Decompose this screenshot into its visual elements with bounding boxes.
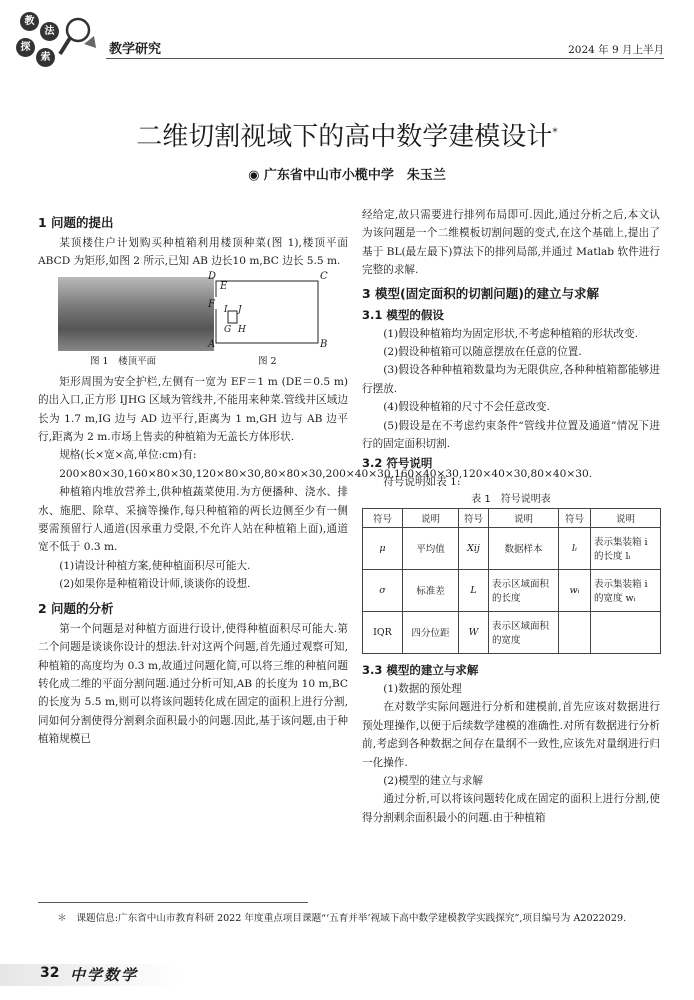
footnote: ＊ 课题信息:广东省中山市教育科研 2022 年度重点项目课题“‘五育并举’视域下高中数学建模教学实践探究”,项目编号为 A2022029. [57, 913, 627, 924]
table-cell [559, 611, 591, 653]
table-cell [591, 611, 661, 653]
table-cell: 表示区域面积的宽度 [489, 611, 559, 653]
section-3-2-heading: 3.2 符号说明 [362, 456, 433, 471]
fig2-label-A: A [208, 338, 216, 350]
table-cell: 四分位距 [403, 611, 459, 653]
paragraph: 在对数学实际问题进行分析和建模前,首先应该对数据进行预处理操作,以便于后续数学建模的准确性.对所有数据进行分析前,考虑到各种数据之间存在量纲不一致性,应该先对量纲进行归一化操作. [362, 701, 660, 769]
subheading: (1)数据的预处理 [383, 682, 462, 695]
table-cell: 表示区域面积的长度 [489, 569, 559, 611]
table-cell: μ [363, 527, 403, 569]
logo-char: 教 [20, 12, 39, 31]
page-number: 32 [40, 965, 60, 981]
column-title: 教学研究 [109, 42, 162, 57]
table-cell: wᵢ [559, 569, 591, 611]
fig2-label-E: E [220, 280, 228, 292]
table-header-cell: 符号 [559, 508, 591, 527]
paragraph: 种植箱内堆放营养土,供种植蔬菜使用.为方便播种、浇水、排水、施肥、除草、采摘等操作,每只种植箱的两长边侧至少有一侧要需预留行人通道(因承重力受限,不允许人站在种植箱上面),通道宽不低于 0.3 m. [38, 486, 348, 554]
paragraph: 符号说明如表 1: [383, 476, 461, 489]
table-cell: Xij [459, 527, 489, 569]
fig2-label-J: J [238, 304, 242, 315]
table-cell: 数据样本 [489, 527, 559, 569]
table-cell: W [459, 611, 489, 653]
section-3-1-heading: 3.1 模型的假设 [362, 307, 444, 322]
paragraph: 200×80×30,160×80×30,120×80×30,80×80×30,200×40×30,160×40×30,120×40×30,80×40×30. [59, 467, 593, 480]
table-cell: IQR [363, 611, 403, 653]
table-row [363, 527, 661, 569]
figure-row [38, 270, 348, 371]
logo-char: 法 [40, 22, 59, 41]
fig2-label-C: C [320, 270, 328, 282]
table-row [363, 569, 661, 611]
figure-2-caption: 图 2 [258, 355, 277, 367]
table-caption: 表 1 符号说明表 [471, 493, 551, 505]
table-cell: lᵢ [559, 527, 591, 569]
paragraph: 某顶楼住户计划购买种植箱利用楼顶种菜(图 1),楼顶平面 ABCD 为矩形,如图 2 所示,已知 AB 边长10 m,BC 边长 5.5 m. [38, 237, 348, 268]
paragraph: 矩形周围为安全护栏,左侧有一宽为 EF＝1 m (DE＝0.5 m)的出入口,正方形 IJHG 区域为管线井,不能用来种菜.管线井区域边长为 1.7 m,IG 边与 AD 边平行,距离为 1 m,GH 边与 AB 边平行,距离为 2 m.市场上售卖的种植箱为无盖长方体形状. [38, 375, 348, 444]
assumption: (5)假设是在不考虑约束条件“管线井位置及通道”情况下进行的固定面积切割. [362, 419, 660, 451]
table-header-row [363, 508, 661, 527]
author-line: ◉ 广东省中山市小榄中学 朱玉兰 [248, 168, 446, 183]
assumption: (2)假设种植箱可以随意摆放在任意的位置. [383, 346, 582, 359]
paragraph: 第一个问题是对种植方面进行设计,使得种植面积尽可能大.第二个问题是谈谈你设计的想法.针对这两个问题,首先通过观察可知,种植箱的高度均为 0.3 m,故通过问题化简,可以将三维的种植问题转化成二维的平面分割问题.通过分析可知,AB 的长度为 10 m,BC 的长度为 5.5 m,则可以将该问题转化成在固定的面积上进行分割,同如何分割使得分割剩余面积最小的问题.因此,基于该问题,由于种植箱规模已 [38, 622, 348, 746]
table-cell: σ [363, 569, 403, 611]
footnote-rule [38, 902, 308, 903]
question-1: (1)请设计种植方案,使种植面积尽可能大. [59, 559, 251, 572]
section-3-3-heading: 3.3 模型的建立与求解 [362, 662, 479, 677]
assumption: (1)假设种植箱均为固定形状,不考虑种植箱的形状改变. [383, 327, 638, 340]
fig2-label-I: I [224, 304, 228, 315]
assumption: (3)假设各种种植箱数量均为无限供应,各种种植箱都能够进行摆放. [362, 364, 660, 395]
paragraph: 通过分析,可以将该问题转化成在固定的面积上进行分割,使得分割剩余面积最小的问题.由于种植箱 [362, 793, 660, 824]
table-cell: 平均值 [403, 527, 459, 569]
table-cell: L [459, 569, 489, 611]
table-cell: 标准差 [403, 569, 459, 611]
logo-char: 索 [36, 48, 55, 67]
logo-char: 探 [16, 38, 35, 57]
fig2-label-B: B [320, 338, 328, 350]
table-row [363, 611, 661, 653]
header-logo [10, 8, 110, 68]
title-footnote-mark: * [552, 125, 558, 139]
section-1-heading: 1 问题的提出 [38, 215, 114, 230]
article-title [0, 116, 694, 153]
table-header-cell: 说明 [591, 508, 661, 527]
fig2-label-D: D [208, 270, 217, 282]
rooftop-photo [58, 277, 214, 351]
section-2-heading: 2 问题的分析 [38, 600, 114, 616]
table-header-cell: 说明 [489, 508, 559, 527]
figure-1-caption: 图 1 楼顶平面 [90, 355, 157, 367]
table-cell: 表示集装箱 i 的宽度 wᵢ [591, 569, 661, 611]
fig2-label-H: H [238, 324, 246, 335]
table-header-cell: 符号 [459, 508, 489, 527]
issue-date: 2024 年 9 月上半月 [568, 44, 664, 56]
paragraph: 经给定,故只需要进行排列布局即可.因此,通过分析之后,本文认为该问题是一个二维模板切割问题的变式,在这个基础上,提出了基于 BL(最左最下)算法下的排列局部,并通过 Matlab 软件进行完整的求解. [362, 209, 660, 277]
header-rule [106, 58, 664, 59]
subheading: (2)模型的建立与求解 [383, 774, 483, 787]
assumption: (4)假设种植箱的尺寸不会任意改变. [383, 401, 550, 414]
right-column [362, 206, 660, 827]
section-3-heading: 3 模型(固定面积的切割问题)的建立与求解 [362, 285, 599, 301]
journal-name: 中学数学 [70, 966, 139, 984]
fig2-label-G: G [224, 324, 232, 335]
symbol-table [362, 508, 661, 654]
table-header-cell: 符号 [363, 508, 403, 527]
fig2-label-F: F [208, 298, 215, 310]
article-title-text: 二维切割视域下的高中数学建模设计 [136, 122, 553, 152]
magnifier-icon [58, 14, 98, 58]
table-cell: 表示集装箱 i 的长度 lᵢ [591, 527, 661, 569]
paragraph: 规格(长×宽×高,单位:cm)有: [59, 449, 197, 462]
table-header-cell: 说明 [403, 508, 459, 527]
question-2: (2)如果你是种植箱设计师,谈谈你的设想. [59, 578, 251, 591]
